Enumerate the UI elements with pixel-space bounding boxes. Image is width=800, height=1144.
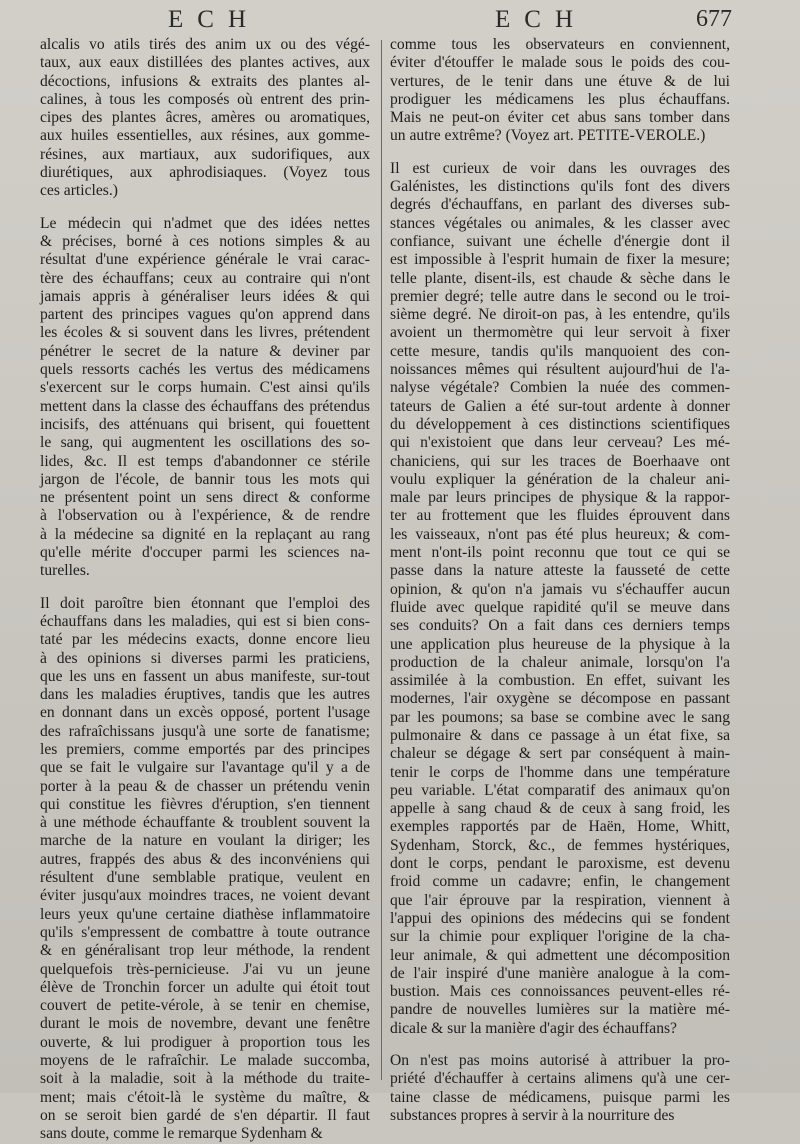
- paragraph-gap: [40, 201, 370, 215]
- text-line: premier degré; telle autre dans le second ou le troi-: [390, 287, 730, 305]
- text-line: noissances mêmes qui résultent aujourd'hui de l'a-: [390, 361, 730, 379]
- text-line: alcalis vo atils tirés des anim ux ou des végé-: [40, 36, 370, 53]
- text-line: le sang, qui augmentent les oscillations des so-: [40, 434, 370, 452]
- text-line: en donnant dans un excès opposé, portent l'usage: [40, 704, 370, 722]
- text-line: male par leurs principes de physique & la rappor-: [390, 489, 730, 507]
- text-line: marche de la nature en voulant la diriger; les: [40, 832, 370, 850]
- text-line: de l'air inspiré d'une manière analogue à la com-: [390, 964, 730, 982]
- text-line: un autre extrême? (Voyez art. PETITE-VEROLE.): [390, 127, 706, 145]
- text-line: & précises, borné à ces notions simples & au: [40, 232, 370, 250]
- text-line: soit à la maladie, soit à la méthode du traite-: [40, 1070, 370, 1088]
- text-line: sième degré. Ne diroit-on pas, à les entendre, qu'ils: [390, 306, 730, 324]
- text-line: mettent dans la classe des échauffans des prétendus: [40, 397, 370, 415]
- text-line: peu variable. L'état comparatif des animaux qu'on: [390, 781, 730, 799]
- text-line: chaleur se dégage & sert par conséquent à main-: [390, 745, 730, 763]
- text-line: assimilée à la combustion. En effet, suivant les: [390, 672, 730, 690]
- text-line: éviter d'étouffer le malade sous le poids des cou-: [390, 54, 730, 72]
- text-line: qui n'existoient que dans leur cerveau? Les mé-: [390, 434, 730, 452]
- text-line: lides, &c. Il est temps d'abandonner ce stérile: [40, 452, 370, 470]
- text-line: taux, aux eaux distillées des plantes actives, aux: [40, 54, 370, 72]
- text-line: s'exercent sur le corps humain. C'est ainsi qu'ils: [40, 379, 370, 397]
- text-line: passe dans la nature atteste la fausseté de cette: [390, 562, 730, 580]
- text-line: taine classe de médicamens, puisque parmi les: [390, 1088, 730, 1106]
- text-line: stances végétales ou animales, & les classer avec: [390, 214, 730, 232]
- text-line: taté par les médecins exacts, donne encore lieu: [40, 631, 370, 649]
- text-line: que les uns en fassent un abus manifeste, sur-tout: [40, 667, 370, 685]
- text-line: quels ressorts cachés les vertus des médicamens: [40, 361, 370, 379]
- text-line: décoctions, infusions & extraits des plantes al-: [40, 72, 370, 90]
- text-line: confiance, suivant une échelle d'énergie dont il: [390, 232, 730, 250]
- text-line: qui constitue les fièvres d'éruption, s'en tiennent: [40, 795, 370, 813]
- text-line: ment n'ont-ils point reconnu que tout ce qui se: [390, 544, 730, 562]
- text-line: à la médecine sa dignité en la replaçant au rang: [40, 525, 370, 543]
- text-line: sans doute, comme le remarque Sydenham &: [40, 1125, 323, 1143]
- text-line: qu'ils s'empressent de combattre à toute outrance: [40, 923, 370, 941]
- text-line: aux huiles essentielles, aux résines, aux gomme-: [40, 127, 370, 145]
- text-line: degrés d'échauffans, en parlant des diverses sub-: [390, 196, 730, 214]
- text-line: les vaisseaux, n'ont pas été plus heureux; & com-: [390, 525, 730, 543]
- text-line: les écoles & si souvent dans les livres, prétendent: [40, 324, 370, 342]
- text-line: vertures, de le tenir dans une étuve & de lui: [390, 72, 730, 90]
- text-line: Sydenham, Storck, &c., de femmes hystériques,: [390, 836, 730, 854]
- text-line: ouverte, & lui prodiguer à proportion tous les: [40, 1033, 370, 1051]
- text-line: & en généralisant trop leur méthode, la rendent: [40, 942, 370, 960]
- text-line: on se seroit bien gardé de s'en départir. Il faut: [40, 1106, 370, 1124]
- text-line: diurétiques, aux aphrodisiaques. (Voyez tous: [40, 164, 370, 182]
- text-line: à des opinions si diverses parmi les praticiens,: [40, 649, 370, 667]
- text-line: des rafraîchissans jusqu'à une sorte de fanatisme;: [40, 722, 370, 740]
- text-line: autres, frappés des abus & des inconvéniens qui: [40, 850, 370, 868]
- text-line: modernes, l'air oxygène se décompose en passant: [390, 690, 730, 708]
- text-line: jargon de l'école, de bannir tous les mots qui: [40, 470, 370, 488]
- text-line: dicale & sur la manière d'agir des échauffans?: [390, 1019, 677, 1037]
- text-line: substances propres à servir à la nourriture des: [390, 1106, 675, 1124]
- text-line: Il est curieux de voir dans les ouvrages des: [390, 159, 730, 177]
- text-line: dans les maladies éruptives, tandis que les autres: [40, 686, 370, 704]
- text-line: quelquefois très-pernicieuse. J'ai vu un jeune: [40, 960, 370, 978]
- text-line: à l'observation ou à l'expérience, & de rendre: [40, 507, 370, 525]
- text-line: du développement à ces distinctions scientifiques: [390, 415, 730, 433]
- text-line: Galénistes, les distinctions qu'ils font des divers: [390, 178, 730, 196]
- text-line: comme tous les observateurs en conviennent,: [390, 36, 730, 53]
- text-line: telle plante, disent-ils, est chaude & sèche dans le: [390, 269, 730, 287]
- text-line: appelle à sang chaud & de ceux à sang froid, les: [390, 800, 730, 818]
- text-line: priété d'échauffer à certains alimens qu'à une cer-: [390, 1070, 730, 1088]
- text-line: exemples rapportés par de Haën, Home, Whitt,: [390, 818, 730, 836]
- left-text-column: [40, 36, 370, 1143]
- text-line: leurs yeux qu'une certaine diathèse inflammatoire: [40, 905, 370, 923]
- text-line: partent des principes vagues qu'on apprend dans: [40, 306, 370, 324]
- text-line: calines, à tous les composés où entrent des prin-: [40, 90, 370, 108]
- text-line: On n'est pas moins autorisé à attribuer la pro-: [390, 1052, 730, 1070]
- text-line: porter à la peau & de chasser un prétendu venin: [40, 777, 370, 795]
- text-line: résines, aux martiaux, aux sudorifiques, aux: [40, 145, 370, 163]
- text-line: moyens de le rafraîchir. Le malade succomba,: [40, 1052, 370, 1070]
- text-line: Il doit paroître bien étonnant que l'emploi des: [40, 594, 370, 612]
- text-line: Le médecin qui n'admet que des idées nettes: [40, 214, 370, 232]
- text-line: ses conduits? On a fait dans ces derniers temps: [390, 617, 730, 635]
- text-line: chaniciens, qui sur les traces de Boerhaave ont: [390, 452, 730, 470]
- text-line: que l'air éprouve par la respiration, viennent à: [390, 891, 730, 909]
- text-line: Mais ne peut-on éviter cet abus sans tomber dans: [390, 109, 730, 127]
- text-line: avoient un thermomètre qui leur servoit à fixer: [390, 324, 730, 342]
- running-head-right: ECH: [495, 6, 587, 33]
- text-line: voulu expliquer la génération de la chaleur ani-: [390, 470, 730, 488]
- text-line: tateurs de Galien a été sur-tout ardente à donner: [390, 397, 730, 415]
- text-line: opinion, & qu'on n'a jamais vu s'échauffer aucun: [390, 580, 730, 598]
- text-line: leur animale, & qui admettent une décomposition: [390, 946, 730, 964]
- paragraph-gap: [40, 581, 370, 595]
- text-line: résultent d'une semblable pratique, veulent en: [40, 869, 370, 887]
- text-line: pulmonaire & dans ce passage à un état fixe, sa: [390, 726, 730, 744]
- text-line: échauffans dans les maladies, qui est si bien cons-: [40, 612, 370, 630]
- text-line: durant le mois de novembre, devant une fenêtre: [40, 1015, 370, 1033]
- text-line: jamais appris à généraliser leurs idées & qui: [40, 287, 370, 305]
- text-line: prodiguer les médicamens les plus échauffans.: [390, 90, 730, 108]
- page-number: 677: [696, 6, 732, 32]
- text-line: par les poumons; sa base se combine avec le sang: [390, 708, 730, 726]
- text-line: couvert de petite-vérole, à se tenir en chemise,: [40, 997, 370, 1015]
- text-line: tenir le corps de l'homme dans une température: [390, 763, 730, 781]
- text-line: résultat d'une expérience générale le vrai carac-: [40, 251, 370, 269]
- running-head-left: ECH: [168, 6, 260, 33]
- text-line: dont le corps, pendant le paroxisme, est devenu: [390, 855, 730, 873]
- text-line: qu'elle mérite d'occuper parmi les sciences na-: [40, 544, 370, 562]
- text-line: froid comme un cadavre; enfin, le changement: [390, 873, 730, 891]
- text-line: que se fait le vulgaire sur l'avantage qu'il y a de: [40, 759, 370, 777]
- text-line: l'appui des opinions des médecins qui se fondent: [390, 909, 730, 927]
- text-line: incisifs, des atténuans qui brisent, qui fouettent: [40, 415, 370, 433]
- text-line: une application plus heureuse de la physique à la: [390, 635, 730, 653]
- paragraph-gap: [390, 1038, 730, 1052]
- text-line: éviter jusqu'aux moindres traces, ne voient devant: [40, 887, 370, 905]
- text-line: à une méthode échauffante & troublent souvent la: [40, 814, 370, 832]
- text-line: bustion. Mais ces connoissances peuvent-elles ré-: [390, 983, 730, 1001]
- text-line: ment; mais c'étoit-là le système du maître, &: [40, 1088, 370, 1106]
- text-line: les premiers, comme emportés par des principes: [40, 740, 370, 758]
- text-line: tère des échauffans; ceux au contraire qui n'ont: [40, 269, 370, 287]
- text-line: nalyse végétale? Combien la nuée des commen-: [390, 379, 730, 397]
- right-text-column: [390, 36, 730, 1124]
- text-line: élève de Tronchin forcer un adulte qui étoit tout: [40, 978, 370, 996]
- text-line: pandre de nouvelles lumières sur la matière mé-: [390, 1001, 730, 1019]
- paragraph-gap: [390, 146, 730, 160]
- text-line: production de la chaleur animale, lorsqu'on l'a: [390, 653, 730, 671]
- text-line: ne présentent point un sens direct & conforme: [40, 489, 370, 507]
- text-line: cette mesure, tandis qu'ils manquoient des con-: [390, 342, 730, 360]
- text-line: est impossible à l'esprit humain de fixer la mesure;: [390, 251, 730, 269]
- text-line: pénétrer le secret de la nature & deviner par: [40, 342, 370, 360]
- column-divider: [381, 40, 382, 1080]
- text-line: ter au frottement que les fluides éprouvent dans: [390, 507, 730, 525]
- text-line: sur la chimie pour expliquer l'origine de la cha-: [390, 928, 730, 946]
- text-line: ces articles.): [40, 182, 118, 200]
- text-line: fluide avec quelque rapidité qu'il se meuve dans: [390, 598, 730, 616]
- text-line: turelles.: [40, 562, 90, 580]
- text-line: cipes des plantes âcres, amères ou aromatiques,: [40, 109, 370, 127]
